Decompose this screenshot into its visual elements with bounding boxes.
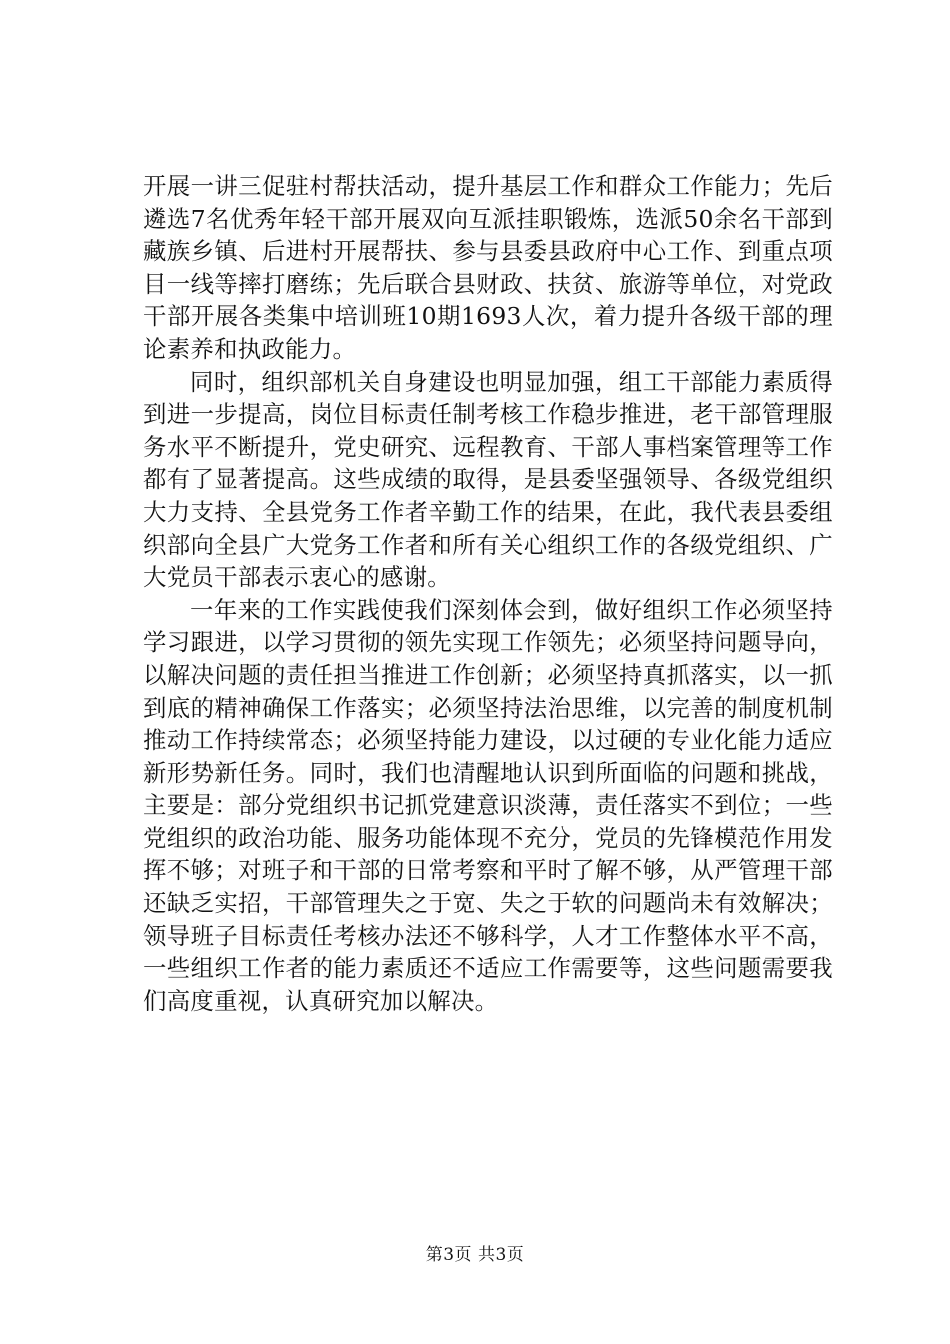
paragraph-3: 一年来的工作实践使我们深刻体会到，做好组织工作必须坚持学习跟进，以学习贯彻的领先实现工作领先；必须坚持问题导向，以解决问题的责任担当推进工作创新；必须坚持真抓落实，以一抓到底的精神确保工作落实；必须坚持法治思维，以完善的制度机制推动工作持续常态；必须坚持能力建设，以过硬的专业化能力适应新形势新任务。同时，我们也清醒地认识到所面临的问题和挑战，主要是：部分党组织书记抓党建意识淡薄，责任落实不到位；一些党组织的政治功能、服务功能体现不充分，党员的先锋模范作用发挥不够；对班子和干部的日常考察和平时了解不够，从严管理干部还缺乏实招，干部管理失之于宽、失之于软的问题尚未有效解决；领导班子目标责任考核办法还不够科学，人才工作整体水平不高，一些组织工作者的能力素质还不适应工作需要等，这些问题需要我们高度重视，认真研究加以解决。 bbox=[143, 595, 833, 1015]
document-body bbox=[143, 170, 833, 1017]
paragraph-1: 开展一讲三促驻村帮扶活动，提升基层工作和群众工作能力；先后遴选7名优秀年轻干部开展双向互派挂职锻炼，选派50余名干部到藏族乡镇、后进村开展帮扶、参与县委县政府中心工作、到重点项目一线等摔打磨练；先后联合县财政、扶贫、旅游等单位，对党政干部开展各类集中培训班10期1693人次，着力提升各级干部的理论素养和执政能力。 bbox=[143, 172, 833, 363]
page-number-footer: 第3页 共3页 bbox=[425, 1245, 525, 1265]
paragraph-2: 同时，组织部机关自身建设也明显加强，组工干部能力素质得到进一步提高，岗位目标责任制考核工作稳步推进，老干部管理服务水平不断提升，党史研究、远程教育、干部人事档案管理等工作都有了显著提高。这些成绩的取得，是县委坚强领导、各级党组织大力支持、全县党务工作者辛勤工作的结果，在此，我代表县委组织部向全县广大党务工作者和所有关心组织工作的各级党组织、广大党员干部表示衷心的感谢。 bbox=[143, 367, 833, 592]
